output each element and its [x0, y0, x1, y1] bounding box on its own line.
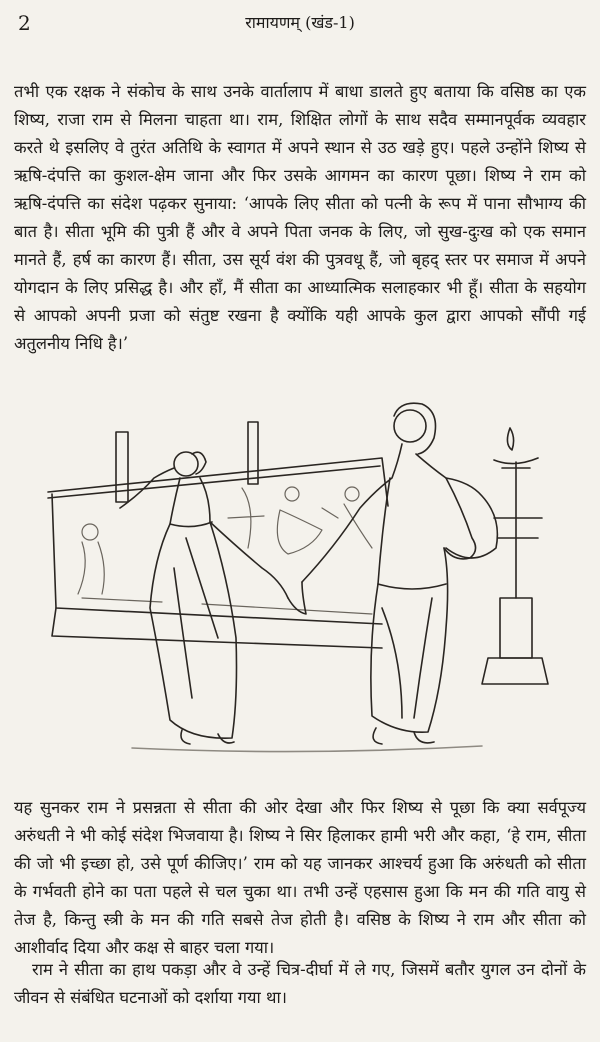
running-title: रामायणम् (खंड-1): [245, 13, 355, 32]
body-paragraph: तभी एक रक्षक ने संकोच के साथ उनके वार्तालाप में बाधा डालते हुए बताया कि वसिष्ठ का एक शिष्य, राजा राम से मिलना चाहता था। राम, शिक्षित लोगों के साथ सदैव सम्मानपूर्वक व्यवहार करते थे इसलिए वे तुरंत अतिथि के स्वागत में अपने स्थान से उठ खड़े हुए। पहले उन्होंने शिष्य से ऋषि-दंपत्ति का कुशल-क्षेम जाना और फिर उसके आगमन का कारण पूछा। शिष्य ने राम को ऋषि-दंपत्ति का संदेश पढ़कर सुनाया: ‘आपके लिए सीता को पत्नी के रूप में पाना सौभाग्य की बात है। सीता भूमि की पुत्री हैं और वे अपने पिता जनक के लिए, जो सुख-दुःख को एक समान मानते हैं, हर्ष का कारण हैं। सीता, उस सूर्य वंश की पुत्रवधू हैं, जो बृहद् स्तर पर समाज में अपने योगदान के लिए प्रसिद्ध है। और हाँ, मैं सीता का आध्यात्मिक सलाहकार भी हूँ। सीता के सहयोग से आपको अपनी प्रजा को संतुष्ट रखना है क्योंकि यही आपके कुल द्वारा आपको सौंपी गई अतुलनीय निधि है।’: [14, 82, 586, 353]
illustration-drawing: [42, 398, 590, 770]
page-number: 2: [18, 11, 31, 35]
body-paragraph: राम ने सीता का हाथ पकड़ा और वे उन्हें चित्र-दीर्घा में ले गए, जिसमें बतौर युगल उन दोनों के जीवन से संबंधित घटनाओं को दर्शाया गया था।: [14, 960, 586, 1007]
body-paragraph: यह सुनकर राम ने प्रसन्नता से सीता की ओर देखा और फिर शिष्य से पूछा कि क्या सर्वपूज्य अरुंधती ने भी कोई संदेश भिजवाया है। शिष्य ने सिर हिलाकर हामी भरी और कहा, ‘हे राम, सीता की जो भी इच्छा हो, उसे पूर्ण कीजिए।’ राम को यह जानकर आश्चर्य हुआ कि अरुंधती को सीता के गर्भवती होने का पता पहले से चल चुका था। तभी उन्हें एहसास हुआ कि मन की गति वायु से तेज है, किन्तु स्त्री के मन की गति सबसे तेज होती है। वसिष्ठ के शिष्य ने राम और सीता को आशीर्वाद दिया और कक्ष से बाहर चला गया।: [14, 798, 586, 957]
sita-rama-illustration: [42, 398, 590, 770]
